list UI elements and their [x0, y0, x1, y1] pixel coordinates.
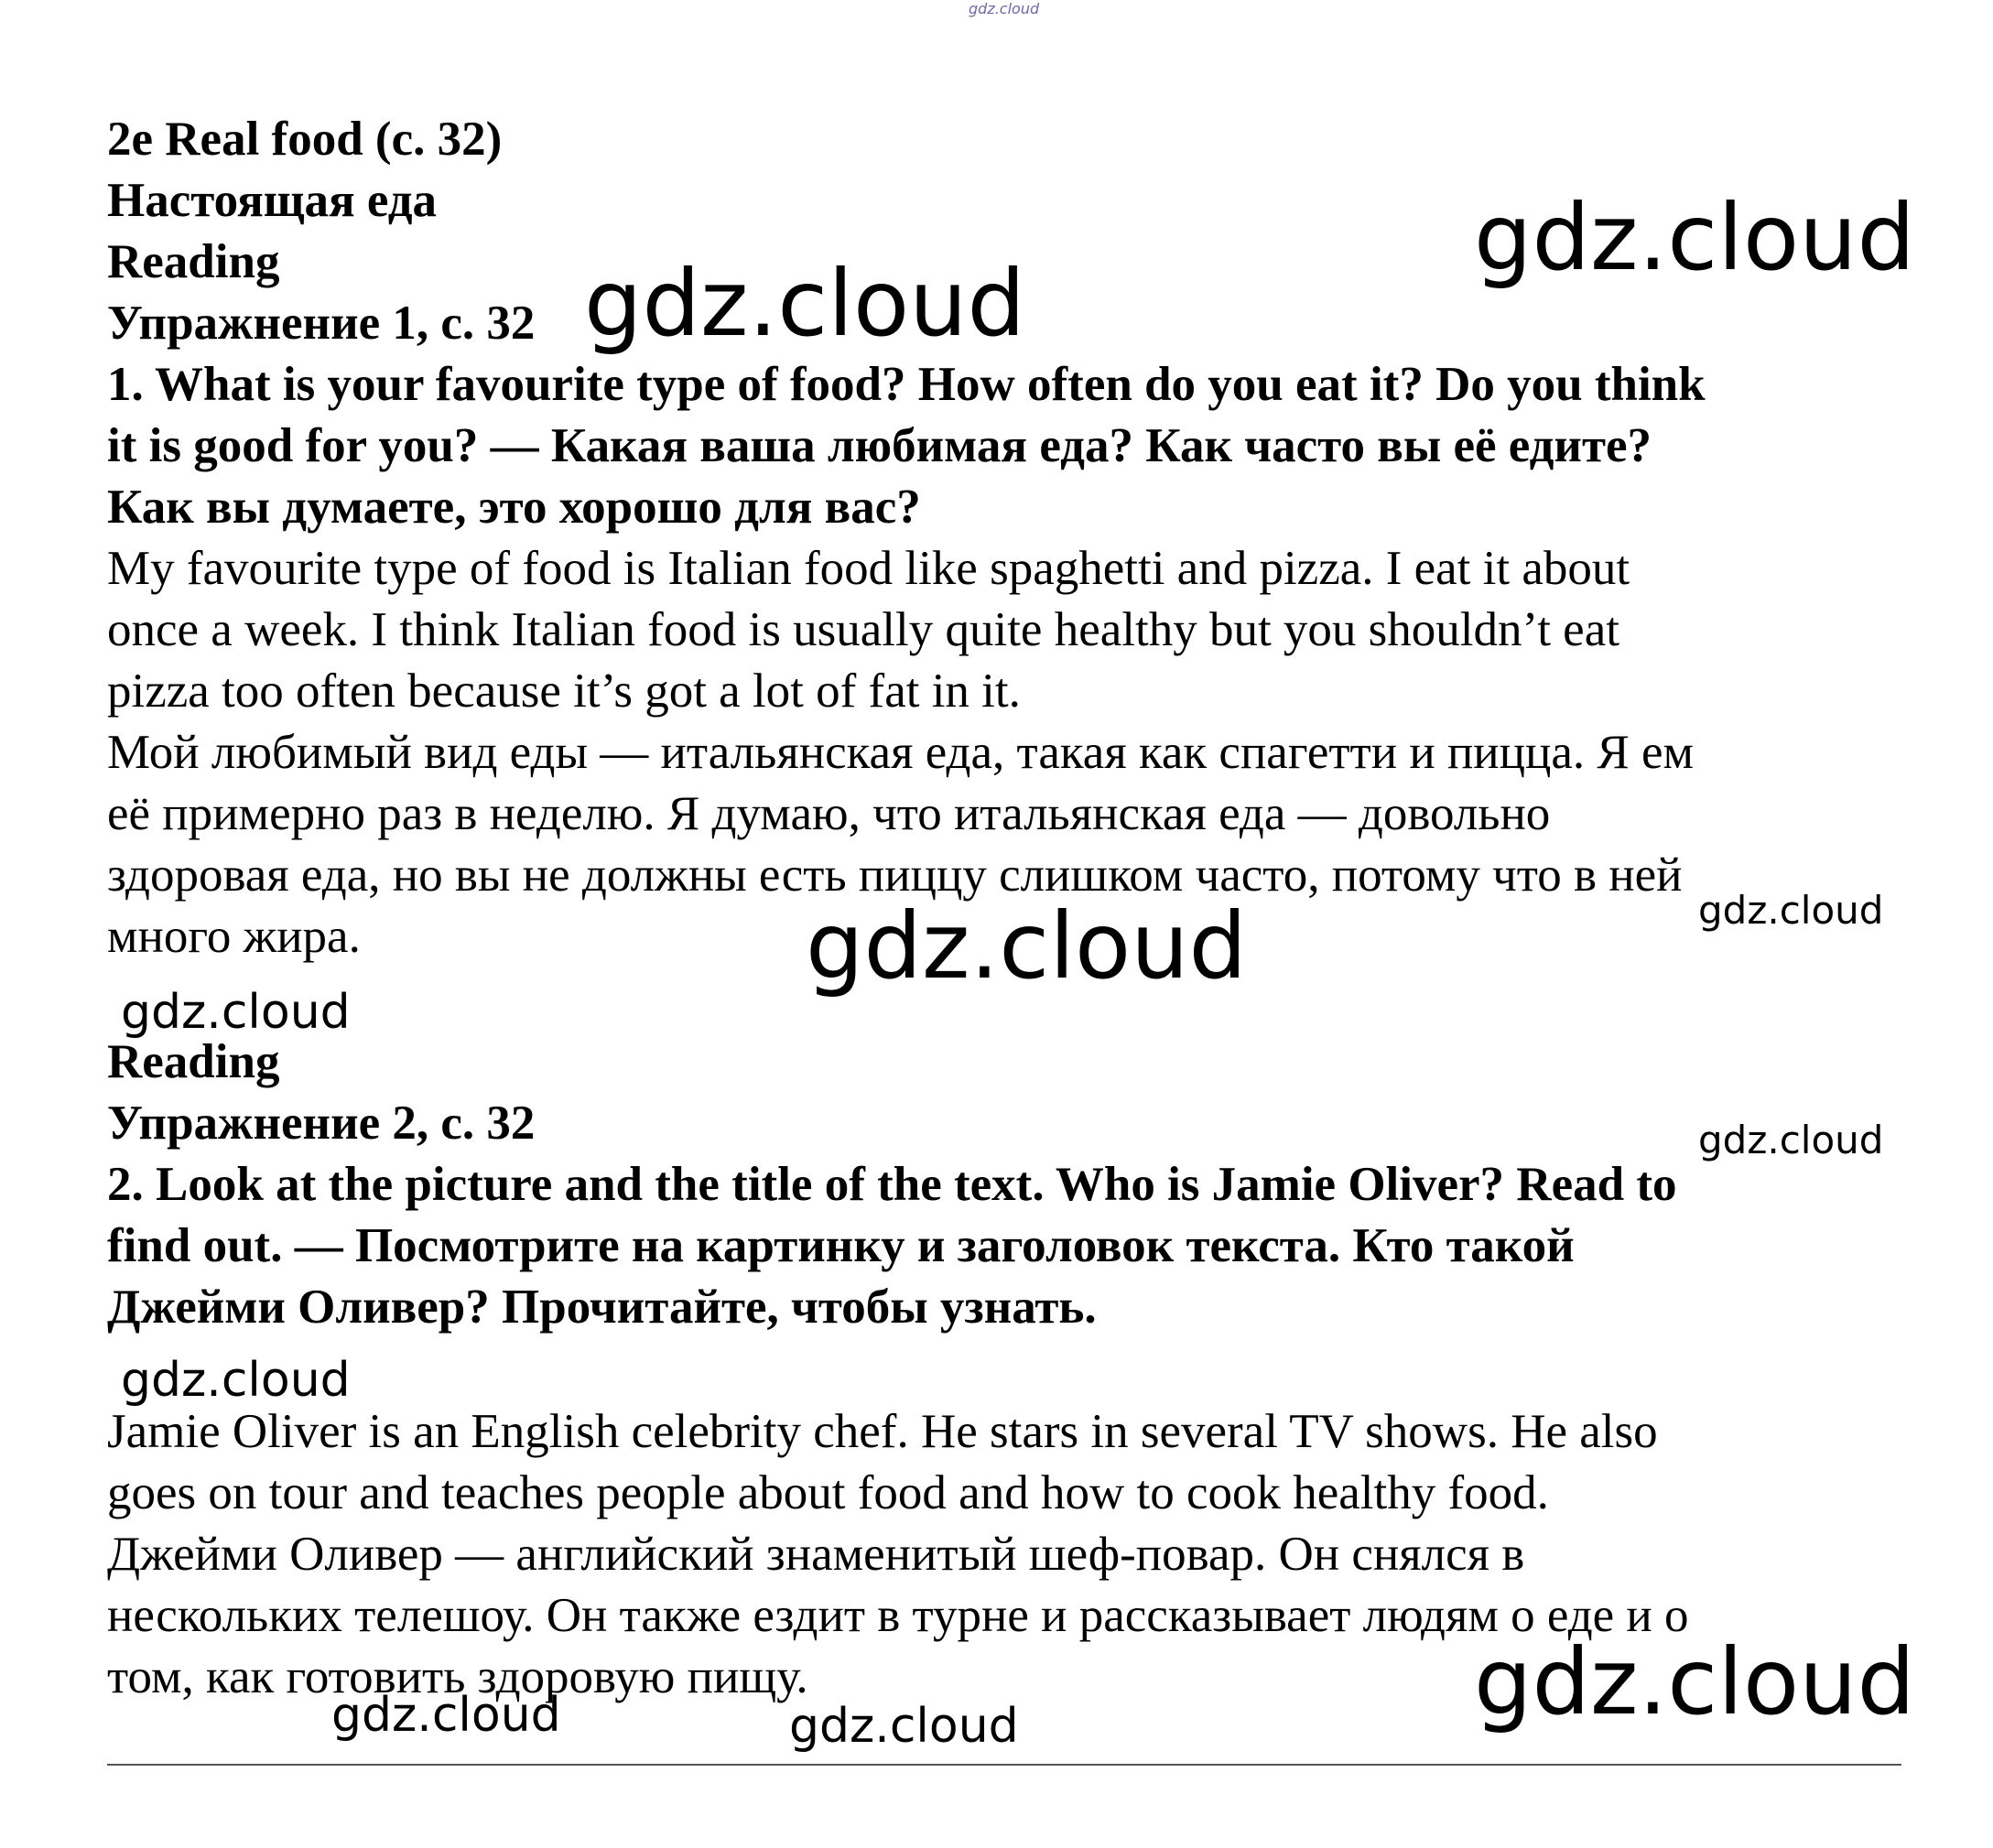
watermark-small: gdz.cloud	[1698, 1118, 1884, 1162]
exercise2-answer-en-line: goes on tour and teaches people about food and how to cook healthy food.	[107, 1466, 1549, 1519]
exercise2-question-line: find out. — Посмотрите на картинку и заголовок текста. Кто такой	[107, 1219, 1575, 1272]
exercise1-answer-ru-line: Мой любимый вид еды — итальянская еда, такая как спагетти и пицца. Я ем	[107, 726, 1695, 779]
exercise1-question-line: it is good for you? — Какая ваша любимая еда? Как часто вы её едите?	[107, 419, 1652, 472]
reading-heading-2: Reading	[107, 1035, 280, 1088]
watermark-top: gdz.cloud	[969, 0, 1040, 17]
exercise2-answer-en-line: Jamie Oliver is an English celebrity chef. He stars in several TV shows. He also	[107, 1405, 1658, 1458]
exercise1-answer-en-line: once a week. I think Italian food is usually quite healthy but you shouldn’t eat	[107, 603, 1619, 656]
exercise2-answer-ru-line: нескольких телешоу. Он также ездит в турне и рассказывает людям о еде и о	[107, 1589, 1689, 1642]
exercise1-answer-en-line: pizza too often because it’s got a lot of fat in it.	[107, 665, 1021, 718]
watermark-large: gdz.cloud	[1474, 184, 1916, 291]
exercise1-label: Упражнение 1, с. 32	[107, 297, 536, 350]
exercise1-question-line: 1. What is your favourite type of food? How often do you eat it? Do you think	[107, 358, 1706, 411]
exercise2-question-line: Джейми Оливер? Прочитайте, чтобы узнать.	[107, 1281, 1097, 1334]
watermark-large: gdz.cloud	[584, 250, 1026, 357]
watermark-small: gdz.cloud	[331, 1688, 561, 1743]
exercise1-answer-ru-line: её примерно раз в неделю. Я думаю, что итальянская еда — довольно	[107, 787, 1551, 840]
watermark-small: gdz.cloud	[121, 1353, 351, 1408]
watermark-small: gdz.cloud	[1698, 888, 1884, 933]
bottom-divider	[107, 1764, 1901, 1766]
exercise1-question-line: Как вы думаете, это хорошо для вас?	[107, 481, 921, 534]
exercise2-answer-ru-line: том, как готовить здоровую пищу.	[107, 1650, 808, 1703]
watermark-small: gdz.cloud	[789, 1699, 1019, 1754]
section-title-ru: Настоящая еда	[107, 174, 438, 227]
section-title: 2e Real food (с. 32)	[107, 113, 503, 166]
exercise1-answer-ru-line: много жира.	[107, 910, 361, 963]
exercise2-label: Упражнение 2, с. 32	[107, 1097, 536, 1150]
exercise1-answer-ru-line: здоровая еда, но вы не должны есть пиццу слишком часто, потому что в ней	[107, 848, 1683, 902]
exercise2-answer-ru-line: Джейми Оливер — английский знаменитый шеф-повар. Он снялся в	[107, 1528, 1525, 1581]
watermark-large: gdz.cloud	[1474, 1628, 1916, 1735]
reading-heading-1: Reading	[107, 235, 280, 288]
exercise1-answer-en-line: My favourite type of food is Italian food like spaghetti and pizza. I eat it about	[107, 542, 1630, 595]
watermark-small: gdz.cloud	[121, 985, 351, 1040]
watermark-large: gdz.cloud	[806, 892, 1248, 1000]
exercise2-question-line: 2. Look at the picture and the title of the text. Who is Jamie Oliver? Read to	[107, 1158, 1677, 1211]
